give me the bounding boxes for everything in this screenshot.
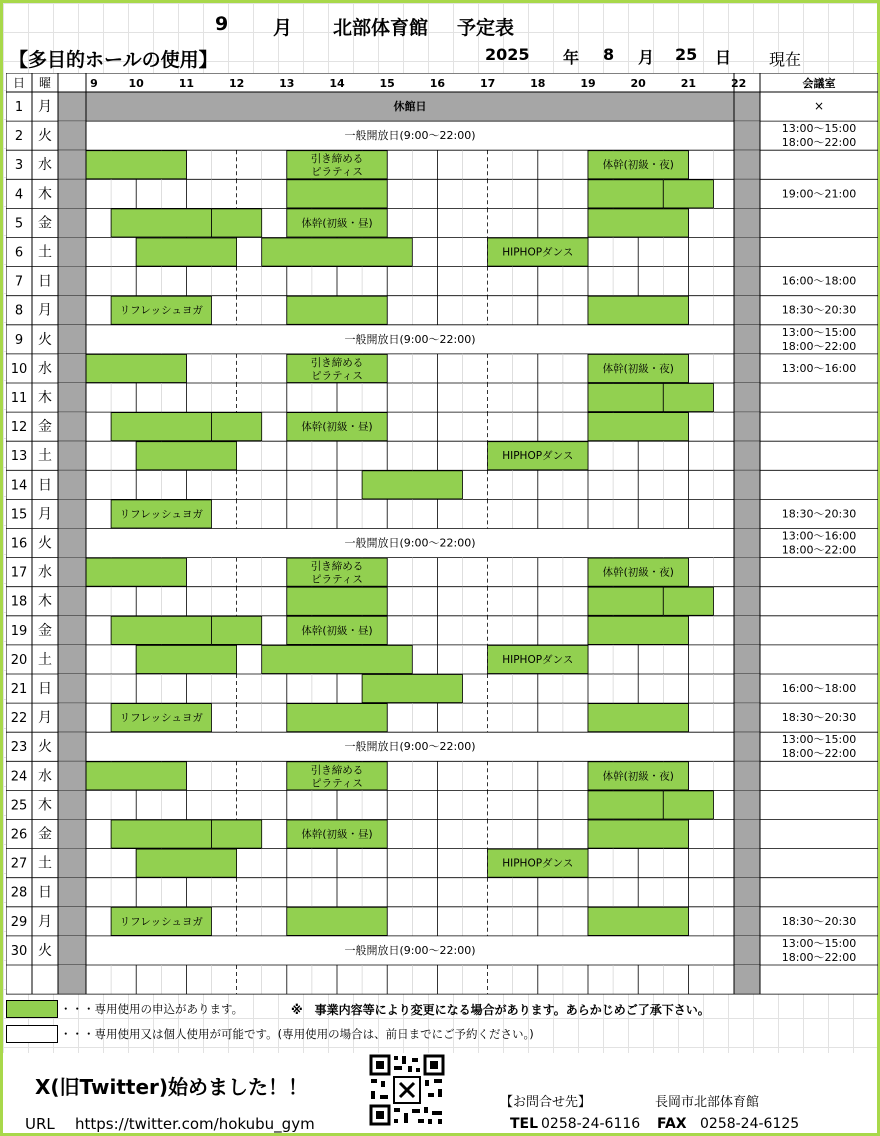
gray-cell <box>58 470 86 499</box>
meeting-time: 13:00〜15:00 <box>781 733 857 747</box>
meeting-time: 13:00〜15:00 <box>781 936 857 950</box>
as-of-year-label: 年 <box>563 48 580 67</box>
row-day: 29 <box>10 914 28 930</box>
gray-cell <box>734 587 760 616</box>
block-label: 体幹(初級・昼) <box>301 624 373 637</box>
reserved-block <box>588 296 688 324</box>
row-weekday: 金 <box>38 419 52 436</box>
gray-cell <box>734 383 760 412</box>
title-facility: 北部体育館 <box>333 17 429 39</box>
row-day: 8 <box>14 303 24 319</box>
gray-cell <box>734 732 760 761</box>
header-hour: 17 <box>479 77 496 90</box>
meeting-time: 18:00〜22:00 <box>781 543 857 557</box>
as-of-day-label: 日 <box>715 48 732 67</box>
title-doc: 予定表 <box>457 17 515 39</box>
gray-cell <box>58 150 86 179</box>
gray-cell <box>734 150 760 179</box>
block-label: 体幹(初級・夜) <box>602 362 674 375</box>
row-day: 11 <box>10 391 28 406</box>
header-hour: 14 <box>329 77 345 90</box>
header-hour: 10 <box>128 77 144 90</box>
block-label: 体幹(初級・夜) <box>602 159 674 172</box>
header-hour: 12 <box>228 77 245 90</box>
open-label: 一般開放日(9:00〜22:00) <box>344 129 476 143</box>
row-day: 17 <box>10 565 28 581</box>
header-hour: 20 <box>630 77 646 90</box>
gray-cell <box>58 529 86 558</box>
row-day: 10 <box>10 361 28 377</box>
gray-cell <box>58 645 86 674</box>
reserved-block <box>212 820 262 848</box>
row-weekday: 水 <box>38 360 52 377</box>
page-title <box>3 11 880 41</box>
row-day: 25 <box>10 798 28 814</box>
row-weekday: 火 <box>38 128 52 145</box>
row-weekday: 金 <box>38 826 52 843</box>
reserved-block <box>588 616 688 644</box>
row-weekday: 木 <box>38 186 52 203</box>
row-weekday: 木 <box>38 797 52 814</box>
reserved-block <box>588 413 688 441</box>
row-day: 12 <box>10 420 28 436</box>
reserved-block <box>663 384 713 412</box>
gray-cell <box>58 849 86 878</box>
gray-cell <box>734 907 760 936</box>
row-weekday: 火 <box>38 942 52 959</box>
meeting-time: 13:00〜15:00 <box>781 325 857 339</box>
row-day: 2 <box>14 129 24 145</box>
block-label: ピラティス <box>311 166 363 179</box>
block-label: 引き締める <box>310 560 364 573</box>
row-weekday: 水 <box>38 768 52 785</box>
block-label: HIPHOPダンス <box>502 450 574 463</box>
reserved-block <box>111 616 211 644</box>
gray-cell <box>58 238 86 267</box>
gray-cell <box>734 558 760 587</box>
reserved-block <box>86 151 186 179</box>
notice-text: ※ 事業内容等により変更になる場合があります。あらかじめご了承下さい。 <box>291 1003 710 1017</box>
gray-cell <box>58 820 86 849</box>
gray-cell <box>734 616 760 645</box>
gray-cell <box>58 965 86 994</box>
reserved-block <box>588 209 688 237</box>
reserved-block <box>287 704 387 732</box>
gray-cell <box>734 529 760 558</box>
row-weekday: 金 <box>38 622 52 639</box>
open-label: 一般開放日(9:00〜22:00) <box>344 332 476 346</box>
row-day: 1 <box>14 100 24 115</box>
row-day: 16 <box>10 536 28 552</box>
row-weekday: 土 <box>38 651 52 668</box>
row-day: 27 <box>10 856 28 872</box>
tel-number: 0258-24-6116 <box>541 1116 641 1132</box>
block-label: 引き締める <box>310 764 364 777</box>
gray-cell <box>734 499 760 528</box>
reserved-block <box>287 587 387 615</box>
gray-cell <box>58 878 86 907</box>
row-day: 23 <box>10 740 28 756</box>
gray-cell <box>58 790 86 819</box>
gray-cell <box>734 761 760 790</box>
block-label: リフレッシュヨガ <box>119 508 203 521</box>
reserved-block <box>262 645 413 673</box>
header-hour: 18 <box>530 77 546 90</box>
reserved-block <box>111 413 211 441</box>
row-weekday: 月 <box>38 302 52 319</box>
block-label: リフレッシュヨガ <box>119 915 203 928</box>
legend-white-swatch <box>6 1025 58 1043</box>
gray-cell <box>58 121 86 150</box>
header-hour: 19 <box>580 77 596 90</box>
gray-cell <box>58 558 86 587</box>
meeting-time: 19:00〜21:00 <box>781 187 857 201</box>
tel-label: TEL <box>510 1116 539 1132</box>
row-weekday: 水 <box>38 157 52 174</box>
meeting-time: 13:00〜15:00 <box>781 122 857 136</box>
block-label: ピラティス <box>311 573 363 586</box>
gray-cell <box>734 849 760 878</box>
closed-label: 休館日 <box>393 100 427 113</box>
reserved-block <box>588 384 663 412</box>
row-weekday: 火 <box>38 739 52 756</box>
block-label: ピラティス <box>311 369 363 382</box>
reserved-block <box>588 820 688 848</box>
gray-cell <box>58 296 86 325</box>
open-label: 一般開放日(9:00〜22:00) <box>344 943 476 957</box>
gray-cell <box>58 412 86 441</box>
row-day: 30 <box>10 943 28 959</box>
fax-number: 0258-24-6125 <box>700 1116 800 1132</box>
gray-cell <box>734 412 760 441</box>
gray-cell <box>58 267 86 296</box>
gray-cell <box>58 761 86 790</box>
reserved-block <box>588 180 663 208</box>
meeting-time: 13:00〜16:00 <box>781 361 857 375</box>
reserved-block <box>86 354 186 382</box>
row-day: 22 <box>10 711 28 727</box>
as-of-day: 25 <box>675 45 698 64</box>
as-of-month-label: 月 <box>638 48 655 67</box>
gray-cell <box>58 616 86 645</box>
as-of-year: 2025 <box>485 45 530 64</box>
reserved-block <box>86 558 186 586</box>
meeting-closed: × <box>813 99 825 113</box>
gray-cell <box>734 208 760 237</box>
gray-cell <box>734 674 760 703</box>
block-label: リフレッシュヨガ <box>119 304 203 317</box>
reserved-block <box>588 587 663 615</box>
gray-cell <box>734 179 760 208</box>
header-hour: 15 <box>379 77 395 90</box>
block-label: 体幹(初級・昼) <box>301 217 373 230</box>
title-month-label: 月 <box>273 17 293 39</box>
gray-cell <box>58 936 86 965</box>
meeting-time: 18:30〜20:30 <box>781 914 857 928</box>
as-of-label: 現在 <box>769 50 802 69</box>
row-day: 5 <box>14 216 24 232</box>
reserved-block <box>111 209 211 237</box>
block-label: HIPHOPダンス <box>502 857 574 870</box>
meeting-time: 18:00〜22:00 <box>781 136 857 150</box>
reserved-block <box>287 296 387 324</box>
open-label: 一般開放日(9:00〜22:00) <box>344 536 476 550</box>
contact-label: 【お問合せ先】 <box>500 1095 592 1110</box>
meeting-time: 18:30〜20:30 <box>781 507 857 521</box>
reserved-block <box>136 645 236 673</box>
gray-cell <box>58 587 86 616</box>
gray-cell <box>734 645 760 674</box>
row-weekday: 日 <box>38 884 52 901</box>
block-label: リフレッシュヨガ <box>119 712 203 725</box>
row-weekday: 月 <box>38 710 52 727</box>
gray-cell <box>58 732 86 761</box>
url-label: URL <box>25 1115 55 1133</box>
row-day: 14 <box>10 478 28 494</box>
reserved-block <box>588 791 663 819</box>
block-label: HIPHOPダンス <box>502 653 574 666</box>
reserved-block <box>663 180 713 208</box>
gray-cell <box>734 267 760 296</box>
row-weekday: 水 <box>38 564 52 581</box>
legend-green-swatch <box>6 1000 58 1018</box>
meeting-time: 18:30〜20:30 <box>781 303 857 317</box>
gray-cell <box>734 354 760 383</box>
row-weekday: 金 <box>38 215 52 232</box>
row-day: 26 <box>10 827 28 843</box>
header-hour: 9 <box>90 77 98 90</box>
gray-cell <box>58 383 86 412</box>
gray-cell <box>734 441 760 470</box>
row-day: 20 <box>10 652 28 668</box>
reserved-block <box>136 238 236 266</box>
as-of-month: 8 <box>603 45 615 64</box>
reserved-block <box>588 704 688 732</box>
row-day: 3 <box>14 158 24 174</box>
qr-code-icon <box>368 1053 446 1127</box>
reserved-block <box>588 907 688 935</box>
legend-green-text: ・・・専用使用の申込があります。 <box>60 1002 244 1016</box>
row-weekday: 土 <box>38 448 52 465</box>
gray-cell <box>734 470 760 499</box>
meeting-time: 18:00〜22:00 <box>781 950 857 964</box>
open-label: 一般開放日(9:00〜22:00) <box>344 740 476 754</box>
gray-cell <box>734 820 760 849</box>
reserved-block <box>212 413 262 441</box>
row-day: 4 <box>14 187 24 203</box>
row-day: 24 <box>10 769 28 785</box>
row-day: 7 <box>14 274 24 290</box>
reserved-block <box>136 442 236 470</box>
gray-cell <box>734 238 760 267</box>
gray-cell <box>58 703 86 732</box>
reserved-block <box>663 791 713 819</box>
block-label: 引き締める <box>310 356 364 369</box>
row-weekday: 日 <box>38 477 52 494</box>
block-label: 体幹(初級・昼) <box>301 828 373 841</box>
block-label: 体幹(初級・昼) <box>301 421 373 434</box>
legend-white-text: ・・・専用使用又は個人使用が可能です。(専用使用の場合は、前日までにご予約ください。) <box>60 1027 534 1041</box>
row-day: 21 <box>10 682 28 697</box>
reserved-block <box>362 471 462 499</box>
row-weekday: 月 <box>38 506 52 523</box>
header-hour: 21 <box>680 77 697 90</box>
reserved-block <box>262 238 413 266</box>
gray-cell <box>734 965 760 994</box>
row-weekday: 土 <box>38 855 52 872</box>
row-weekday: 火 <box>38 331 52 348</box>
reserved-block <box>287 180 387 208</box>
block-label: ピラティス <box>311 777 363 790</box>
header-hour: 13 <box>279 77 295 90</box>
twitter-url[interactable]: https://twitter.com/hokubu_gym <box>75 1115 315 1133</box>
gray-cell <box>58 674 86 703</box>
org-name: 長岡市北部体育館 <box>655 1095 760 1110</box>
row-weekday: 月 <box>38 99 52 115</box>
gray-cell <box>734 92 760 121</box>
reserved-block <box>287 907 387 935</box>
meeting-time: 16:00〜18:00 <box>781 274 857 288</box>
gray-cell <box>734 296 760 325</box>
row-day: 13 <box>10 449 28 465</box>
row-weekday: 土 <box>38 244 52 261</box>
gray-cell <box>734 936 760 965</box>
gray-cell <box>734 790 760 819</box>
fax-label: FAX <box>657 1116 687 1132</box>
header-hour: 22 <box>730 77 747 90</box>
header-hour: 16 <box>429 77 446 90</box>
row-weekday: 火 <box>38 535 52 552</box>
gray-cell <box>734 878 760 907</box>
twitter-heading: X(旧Twitter)始めました！！ <box>35 1075 309 1099</box>
reserved-block <box>212 616 262 644</box>
row-weekday: 日 <box>38 273 52 290</box>
gray-cell <box>58 441 86 470</box>
meeting-time: 16:00〜18:00 <box>781 682 857 695</box>
header-weekday: 曜 <box>38 76 52 90</box>
reserved-block <box>663 587 713 615</box>
block-label: 引き締める <box>310 153 364 166</box>
gray-cell <box>58 208 86 237</box>
gray-cell <box>58 179 86 208</box>
schedule-table <box>6 73 878 1001</box>
row-weekday: 木 <box>38 390 52 406</box>
reserved-block <box>136 849 236 877</box>
meeting-time: 18:00〜22:00 <box>781 747 857 761</box>
header-hour: 11 <box>178 77 195 90</box>
header-meeting: 会議室 <box>802 77 836 90</box>
section-title: 【多目的ホールの使用】 <box>9 49 218 71</box>
row-day: 19 <box>10 623 28 639</box>
gray-cell <box>734 121 760 150</box>
reserved-block <box>362 675 462 703</box>
gray-cell <box>58 325 86 354</box>
row-day: 28 <box>10 885 28 901</box>
meeting-time: 18:30〜20:30 <box>781 711 857 725</box>
gray-cell <box>734 703 760 732</box>
block-label: 体幹(初級・夜) <box>602 770 674 783</box>
header-day: 日 <box>12 76 26 90</box>
reserved-block <box>86 762 186 790</box>
row-day: 15 <box>10 507 28 523</box>
gray-cell <box>58 92 86 121</box>
row-weekday: 日 <box>38 681 52 697</box>
row-weekday: 木 <box>38 593 52 610</box>
meeting-time: 18:00〜22:00 <box>781 339 857 353</box>
block-label: 体幹(初級・夜) <box>602 566 674 579</box>
reserved-block <box>212 209 262 237</box>
gray-cell <box>734 325 760 354</box>
gray-cell <box>58 907 86 936</box>
row-day: 9 <box>14 332 24 348</box>
title-month: 9 <box>215 13 229 35</box>
row-weekday: 月 <box>38 913 52 930</box>
row-day: 6 <box>14 245 24 261</box>
gray-cell <box>58 499 86 528</box>
meeting-time: 13:00〜16:00 <box>781 529 857 543</box>
reserved-block <box>111 820 211 848</box>
row-day: 18 <box>10 594 28 610</box>
gray-cell <box>58 354 86 383</box>
block-label: HIPHOPダンス <box>502 246 574 259</box>
